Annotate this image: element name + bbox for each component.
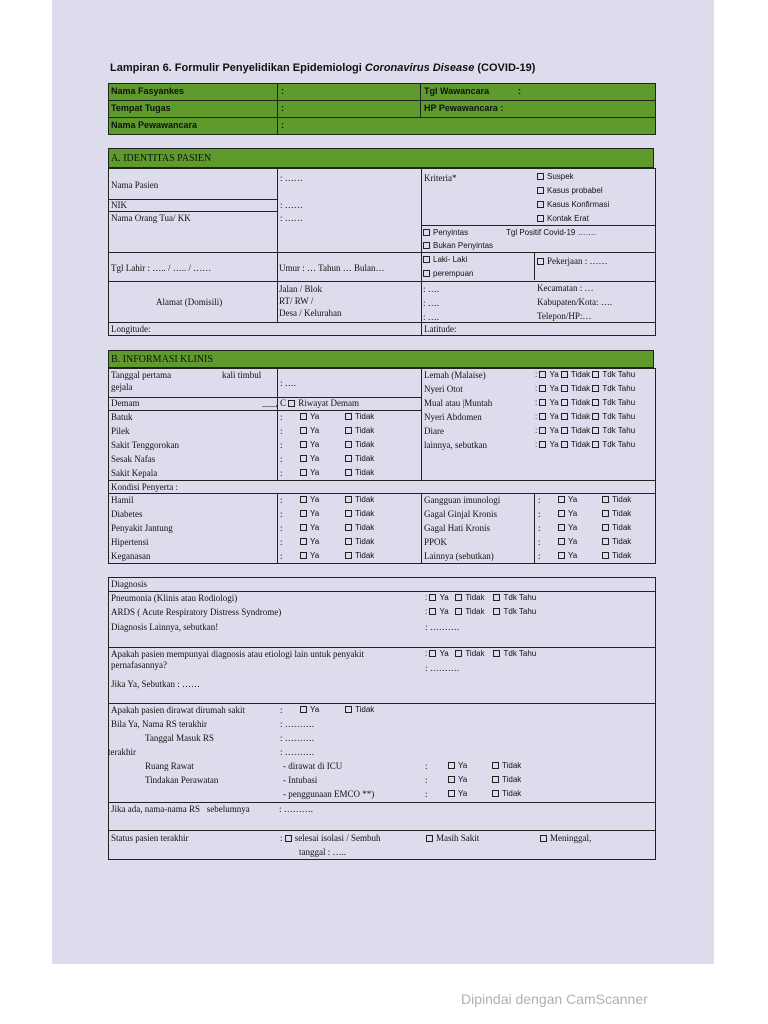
comorbid-colon: :: [280, 537, 283, 547]
symptom-colon: :: [280, 412, 283, 422]
nama-pasien-label: Nama Pasien: [111, 180, 159, 190]
nik-field[interactable]: : ……: [280, 200, 303, 210]
nama-ortu-label: Nama Orang Tua/ KK: [111, 213, 191, 223]
comorbid-label: Diabetes: [111, 509, 143, 519]
jalan-field[interactable]: : ….: [423, 284, 440, 294]
selesai-checkbox[interactable]: : selesai isolasi / Sembuh: [280, 833, 381, 843]
nama-ortu-field[interactable]: : ……: [280, 213, 303, 223]
section-b-title: B. INFORMASI KLINIS: [108, 350, 654, 368]
right-symptom-label: Mual atau |Muntah: [424, 398, 493, 408]
kasus-konfirmasi-checkbox[interactable]: Kasus Konfirmasi: [537, 200, 609, 209]
tanggal-gejala-label: Tanggal pertama: [111, 370, 172, 380]
symptom-label: Sesak Nafas: [111, 454, 156, 464]
kondisi-penyerta-label: Kondisi Penyerta :: [111, 482, 178, 492]
right-symptom-options[interactable]: : Ya Tidak Tdk Tahu: [535, 412, 636, 421]
comorbid-right-label: Gagal Ginjal Kronis: [424, 509, 497, 519]
comorbid-ya-checkbox[interactable]: Ya: [300, 551, 319, 560]
umur-field[interactable]: Umur : … Tahun … Bulan…: [279, 263, 385, 273]
right-symptom-label: Diare: [424, 426, 444, 436]
comorbid-right-ya-checkbox[interactable]: Ya: [558, 523, 577, 532]
comorbid-ya-checkbox[interactable]: Ya: [300, 523, 319, 532]
treatment-ya-checkbox[interactable]: Ya: [448, 789, 467, 798]
camscanner-watermark: Dipindai dengan CamScanner: [461, 991, 648, 1007]
tgl-wawancara-label: Tgl Wawancara: [424, 86, 490, 96]
symptom-colon: :: [280, 440, 283, 450]
kasus-probabel-checkbox[interactable]: Kasus probabel: [537, 186, 603, 195]
treatment-colon: :: [425, 761, 428, 771]
hp-pewawancara-label: HP Pewawancara :: [424, 103, 504, 113]
comorbid-ya-checkbox[interactable]: Ya: [300, 537, 319, 546]
comorbid-colon: :: [280, 495, 283, 505]
nama-fasyankes-field[interactable]: :: [281, 86, 284, 96]
comorbid-tidak-checkbox[interactable]: Tidak: [345, 509, 374, 518]
jalan-label: Jalan / Blok: [279, 284, 322, 294]
intubasi-label: - Intubasi: [283, 775, 318, 785]
emco-label: - penggunaan EMCO **): [283, 789, 375, 799]
symptom-ya-checkbox[interactable]: Ya: [300, 468, 319, 477]
desa-field[interactable]: : ….: [423, 312, 440, 322]
right-symptom-label: Nyeri Otot: [424, 384, 463, 394]
comorbid-label: Hamil: [111, 495, 134, 505]
comorbid-right-label: Gangguan imunologi: [424, 495, 501, 505]
symptom-tidak-checkbox[interactable]: Tidak: [345, 426, 374, 435]
tempat-tugas-field[interactable]: :: [281, 103, 284, 113]
right-symptom-options[interactable]: : Ya Tidak Tdk Tahu: [535, 370, 636, 379]
rs-sebelumnya-field[interactable]: : ……….: [279, 804, 314, 814]
symptom-ya-checkbox[interactable]: Ya: [300, 412, 319, 421]
form-title: Lampiran 6. Formulir Penyelidikan Epidemiologi Coronavirus Disease (COVID-19): [110, 62, 536, 74]
laki-checkbox[interactable]: Laki- Laki: [423, 255, 467, 264]
diagnosis-label: Diagnosis: [111, 579, 147, 589]
nama-rs-field[interactable]: : ……….: [280, 719, 315, 729]
right-symptom-label: lainnya, sebutkan: [424, 440, 487, 450]
pneumonia-label: Pneumonia (Klinis atau Rodiologi): [111, 593, 238, 603]
comorbid-right-colon: :: [538, 495, 541, 505]
diagnosis-lainnya-field[interactable]: : ……….: [425, 622, 460, 632]
dirawat-ya-checkbox[interactable]: Ya: [300, 705, 319, 714]
comorbid-tidak-checkbox[interactable]: Tidak: [345, 523, 374, 532]
symptom-tidak-checkbox[interactable]: Tidak: [345, 412, 374, 421]
treatment-colon: :: [425, 775, 428, 785]
symptom-colon: :: [280, 468, 283, 478]
comorbid-right-tidak-checkbox[interactable]: Tidak: [602, 551, 631, 560]
comorbid-ya-checkbox[interactable]: Ya: [300, 509, 319, 518]
symptom-ya-checkbox[interactable]: Ya: [300, 426, 319, 435]
symptom-colon: :: [280, 454, 283, 464]
tanggal-gejala-label-3: gejala: [111, 382, 133, 392]
symptom-label: Batuk: [111, 412, 133, 422]
kriteria-label: Kriteria*: [424, 173, 457, 183]
section-a-title: A. IDENTITAS PASIEN: [108, 148, 654, 168]
right-symptom-options[interactable]: : Ya Tidak Tdk Tahu: [535, 398, 636, 407]
demam-label: Demam: [111, 398, 140, 408]
dirawat-label: Apakah pasien dirawat dirumah sakit: [111, 705, 245, 715]
meninggal-checkbox[interactable]: Meninggal,: [540, 833, 591, 843]
comorbid-right-colon: :: [538, 509, 541, 519]
ards-label: ARDS ( Acute Respiratory Distress Syndrome): [111, 607, 282, 617]
comorbid-right-colon: :: [538, 523, 541, 533]
comorbid-right-label: Gagal Hati Kronis: [424, 523, 490, 533]
symptom-ya-checkbox[interactable]: Ya: [300, 454, 319, 463]
diagnosis-options[interactable]: : Ya Tidak Tdk Tahu: [425, 607, 537, 616]
jika-ya-field[interactable]: Jika Ya, Sebutkan : ……: [111, 679, 201, 689]
telepon-field[interactable]: Telepon/HP:…: [537, 311, 592, 321]
nama-rs-label: Bila Ya, Nama RS terakhir: [111, 719, 207, 729]
treatment-tidak-checkbox[interactable]: Tidak: [492, 789, 521, 798]
comorbid-label: Hipertensi: [111, 537, 149, 547]
symptom-label: Sakit Kepala: [111, 468, 158, 478]
symptom-label: Pilek: [111, 426, 130, 436]
comorbid-right-colon: :: [538, 537, 541, 547]
treatment-tidak-checkbox[interactable]: Tidak: [492, 775, 521, 784]
treatment-tidak-checkbox[interactable]: Tidak: [492, 761, 521, 770]
right-symptom-options[interactable]: : Ya Tidak Tdk Tahu: [535, 440, 636, 449]
etiologi-label: Apakah pasien mempunyai diagnosis atau etiologi lain untuk penyakit: [111, 649, 364, 659]
symptom-ya-checkbox[interactable]: Ya: [300, 440, 319, 449]
comorbid-right-tidak-checkbox[interactable]: Tidak: [602, 537, 631, 546]
comorbid-right-ya-checkbox[interactable]: Ya: [558, 551, 577, 560]
comorbid-colon: :: [280, 509, 283, 519]
nama-pewawancara-label: Nama Pewawancara: [111, 120, 198, 130]
diagnosis-options[interactable]: : Ya Tidak Tdk Tahu: [425, 649, 537, 658]
symptom-tidak-checkbox[interactable]: Tidak: [345, 454, 374, 463]
comorbid-tidak-checkbox[interactable]: Tidak: [345, 551, 374, 560]
comorbid-right-label: Lainnya (sebutkan): [424, 551, 494, 561]
dirawat-colon: :: [280, 705, 283, 715]
tempat-tugas-label: Tempat Tugas: [111, 103, 171, 113]
comorbid-ya-checkbox[interactable]: Ya: [300, 495, 319, 504]
right-symptom-label: Lemah (Malaise): [424, 370, 486, 380]
treatment-ya-checkbox[interactable]: Ya: [448, 761, 467, 770]
icu-label: - dirawat di ICU: [283, 761, 343, 771]
nama-pewawancara-field[interactable]: :: [281, 120, 284, 130]
comorbid-colon: :: [280, 551, 283, 561]
right-symptom-label: Nyeri Abdomen: [424, 412, 482, 422]
kontak-erat-checkbox[interactable]: Kontak Erat: [537, 214, 589, 223]
nama-fasyankes-label: Nama Fasyankes: [111, 86, 185, 96]
etiologi-field[interactable]: : ……….: [425, 663, 460, 673]
right-symptom-options[interactable]: : Ya Tidak Tdk Tahu: [535, 426, 636, 435]
symptom-tidak-checkbox[interactable]: Tidak: [345, 468, 374, 477]
comorbid-right-ya-checkbox[interactable]: Ya: [558, 537, 577, 546]
longitude-field[interactable]: Longitude:: [111, 324, 151, 334]
tindakan-label: Tindakan Perawatan: [145, 775, 219, 785]
demam-field[interactable]: ___, C Riwayat Demam: [262, 398, 359, 408]
kecamatan-field[interactable]: Kecamatan : …: [537, 283, 594, 293]
etiologi-label-2: pernafasannya?: [111, 660, 167, 670]
masih-sakit-checkbox[interactable]: Masih Sakit: [426, 833, 479, 843]
comorbid-tidak-checkbox[interactable]: Tidak: [345, 495, 374, 504]
comorbid-right-colon: :: [538, 551, 541, 561]
ruang-rawat-label: Ruang Rawat: [145, 761, 194, 771]
tanggal-masuk-field[interactable]: : ……….: [280, 733, 315, 743]
alamat-label: Alamat (Domisili): [156, 297, 223, 307]
tanggal-gejala-field[interactable]: : ….: [280, 378, 297, 388]
rtrw-field[interactable]: : ….: [423, 298, 440, 308]
tanggal-gejala-label-2: kali timbul: [222, 370, 262, 380]
comorbid-colon: :: [280, 523, 283, 533]
comorbid-right-tidak-checkbox[interactable]: Tidak: [602, 495, 631, 504]
tgl-lahir-field[interactable]: Tgl Lahir : ….. / ….. / ……: [111, 263, 212, 273]
desa-label: Desa / Kelurahan: [279, 308, 342, 318]
latitude-field[interactable]: Latitude:: [424, 324, 457, 334]
comorbid-label: Penyakit Jantung: [111, 523, 173, 533]
penyintas-checkbox[interactable]: Penyintas: [423, 228, 468, 237]
comorbid-right-tidak-checkbox[interactable]: Tidak: [602, 509, 631, 518]
comorbid-right-tidak-checkbox[interactable]: Tidak: [602, 523, 631, 532]
comorbid-label: Keganasan: [111, 551, 151, 561]
comorbid-right-label: PPOK: [424, 537, 448, 547]
nama-pasien-field[interactable]: : ……: [280, 173, 303, 183]
diagnosis-lainnya-label: Diagnosis Lainnya, sebutkan!: [111, 622, 219, 632]
comorbid-tidak-checkbox[interactable]: Tidak: [345, 537, 374, 546]
terakhir-field[interactable]: : ……….: [280, 747, 315, 757]
diagnosis-options[interactable]: : Ya Tidak Tdk Tahu: [425, 593, 537, 602]
comorbid-right-ya-checkbox[interactable]: Ya: [558, 495, 577, 504]
perempuan-checkbox[interactable]: perempuan: [423, 269, 473, 278]
pekerjaan-field[interactable]: Pekerjaan : ……: [537, 256, 607, 266]
rs-sebelumnya-label: Jika ada, nama-nama RS sebelumnya: [111, 804, 250, 814]
comorbid-right-ya-checkbox[interactable]: Ya: [558, 509, 577, 518]
terakhir-label: terakhir: [108, 747, 136, 757]
tanggal-meninggal-field[interactable]: tanggal : …..: [299, 847, 346, 857]
tgl-positif-field[interactable]: Tgl Positif Covid-19 …….: [506, 228, 596, 237]
right-symptom-options[interactable]: : Ya Tidak Tdk Tahu: [535, 384, 636, 393]
treatment-colon: :: [425, 789, 428, 799]
suspek-checkbox[interactable]: Suspek: [537, 172, 574, 181]
symptom-label: Sakit Tenggorokan: [111, 440, 179, 450]
dirawat-tidak-checkbox[interactable]: Tidak: [345, 705, 374, 714]
tanggal-masuk-label: Tanggal Masuk RS: [145, 733, 214, 743]
symptom-tidak-checkbox[interactable]: Tidak: [345, 440, 374, 449]
rtrw-label: RT/ RW /: [279, 296, 314, 306]
status-label: Status pasien terakhir: [111, 833, 189, 843]
symptom-colon: :: [280, 426, 283, 436]
nik-label: NIK: [111, 200, 127, 210]
bukan-penyintas-checkbox[interactable]: Bukan Penyintas: [423, 241, 493, 250]
tgl-wawancara-field[interactable]: :: [518, 86, 521, 96]
treatment-ya-checkbox[interactable]: Ya: [448, 775, 467, 784]
kabupaten-field[interactable]: Kabupaten/Kota: ….: [537, 297, 612, 307]
